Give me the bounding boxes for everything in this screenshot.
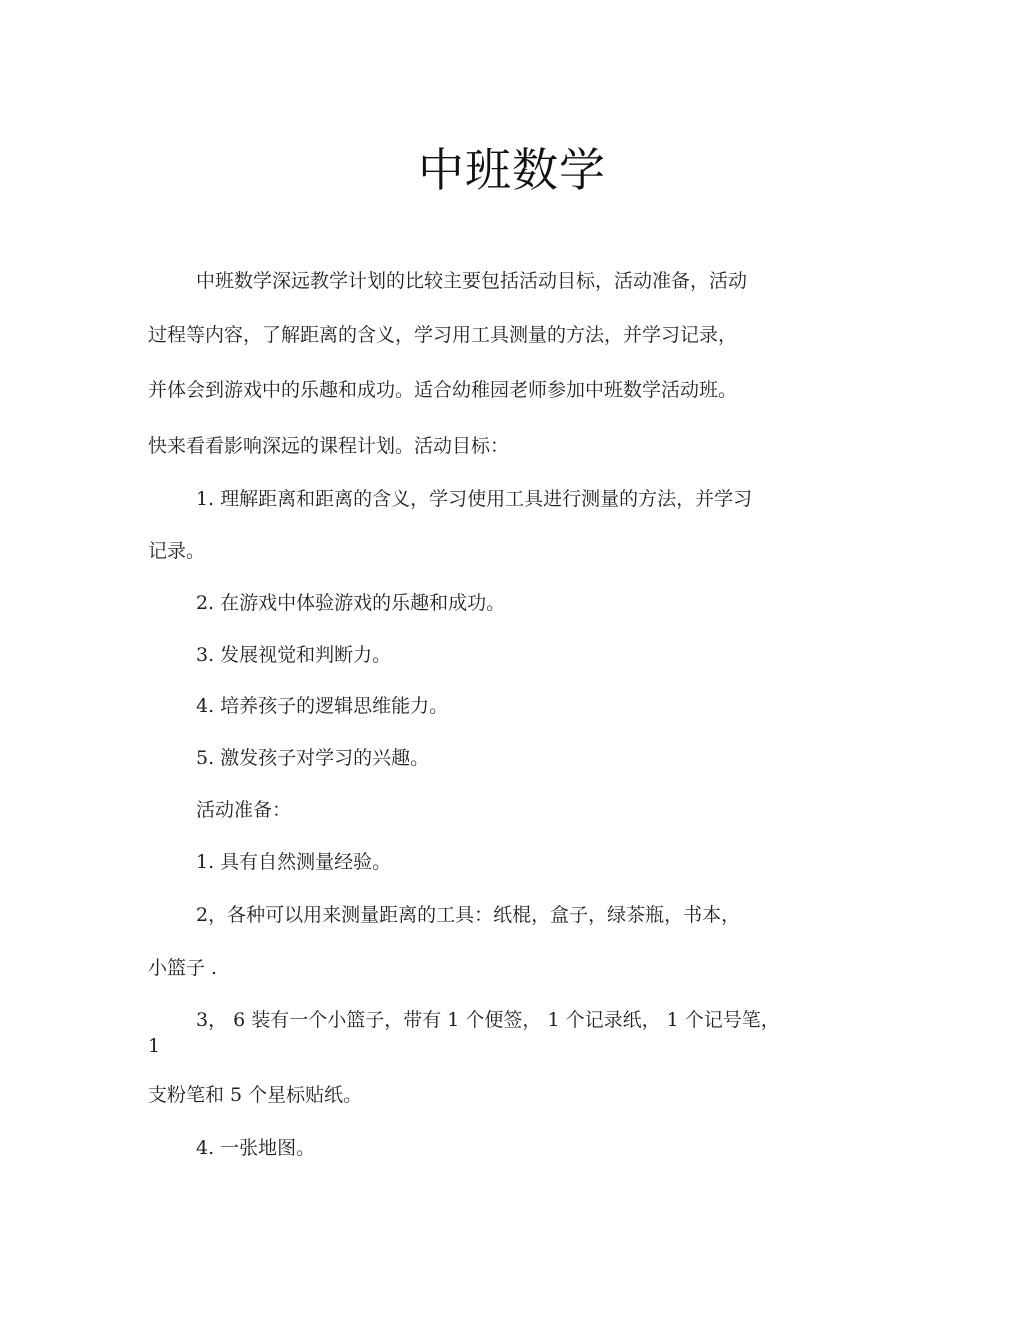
goal-item-5: 5. 激发孩子对学习的兴趣。	[196, 747, 430, 769]
intro-line-3: 并体会到游戏中的乐趣和成功。适合幼稚园老师参加中班数学活动班。	[148, 379, 738, 401]
intro-line-4: 快来看看影响深远的课程计划。活动目标：	[148, 435, 510, 457]
goal-item-1-continued: 记录。	[148, 540, 206, 562]
prep-item-4: 4. 一张地图。	[196, 1137, 316, 1159]
intro-line-1: 中班数学深远教学计划的比较主要包括活动目标，活动准备，活动	[196, 270, 748, 292]
prep-item-3-number: 1	[148, 1035, 161, 1057]
goal-item-2: 2. 在游戏中体验游戏的乐趣和成功。	[196, 592, 506, 614]
prep-item-3: 3， 6 装有一个小篮子，带有 1 个便签， 1 个记录纸， 1 个记号笔，	[196, 1009, 780, 1031]
prep-item-2-continued: 小篮子 .	[148, 957, 218, 979]
prep-item-2: 2，各种可以用来测量距离的工具：纸棍，盒子，绿茶瓶，书本，	[196, 904, 741, 926]
page-title: 中班数学	[418, 143, 606, 197]
prep-item-3-continued: 支粉笔和 5 个星标贴纸。	[148, 1084, 363, 1106]
goal-item-3: 3. 发展视觉和判断力。	[196, 644, 392, 666]
goal-item-1: 1. 理解距离和距离的含义，学习使用工具进行测量的方法，并学习	[196, 488, 753, 510]
prep-item-1: 1. 具有自然测量经验。	[196, 851, 392, 873]
goal-item-4: 4. 培养孩子的逻辑思维能力。	[196, 695, 449, 717]
prep-heading: 活动准备：	[196, 799, 292, 821]
intro-line-2: 过程等内容，了解距离的含义，学习用工具测量的方法，并学习记录，	[148, 324, 738, 346]
